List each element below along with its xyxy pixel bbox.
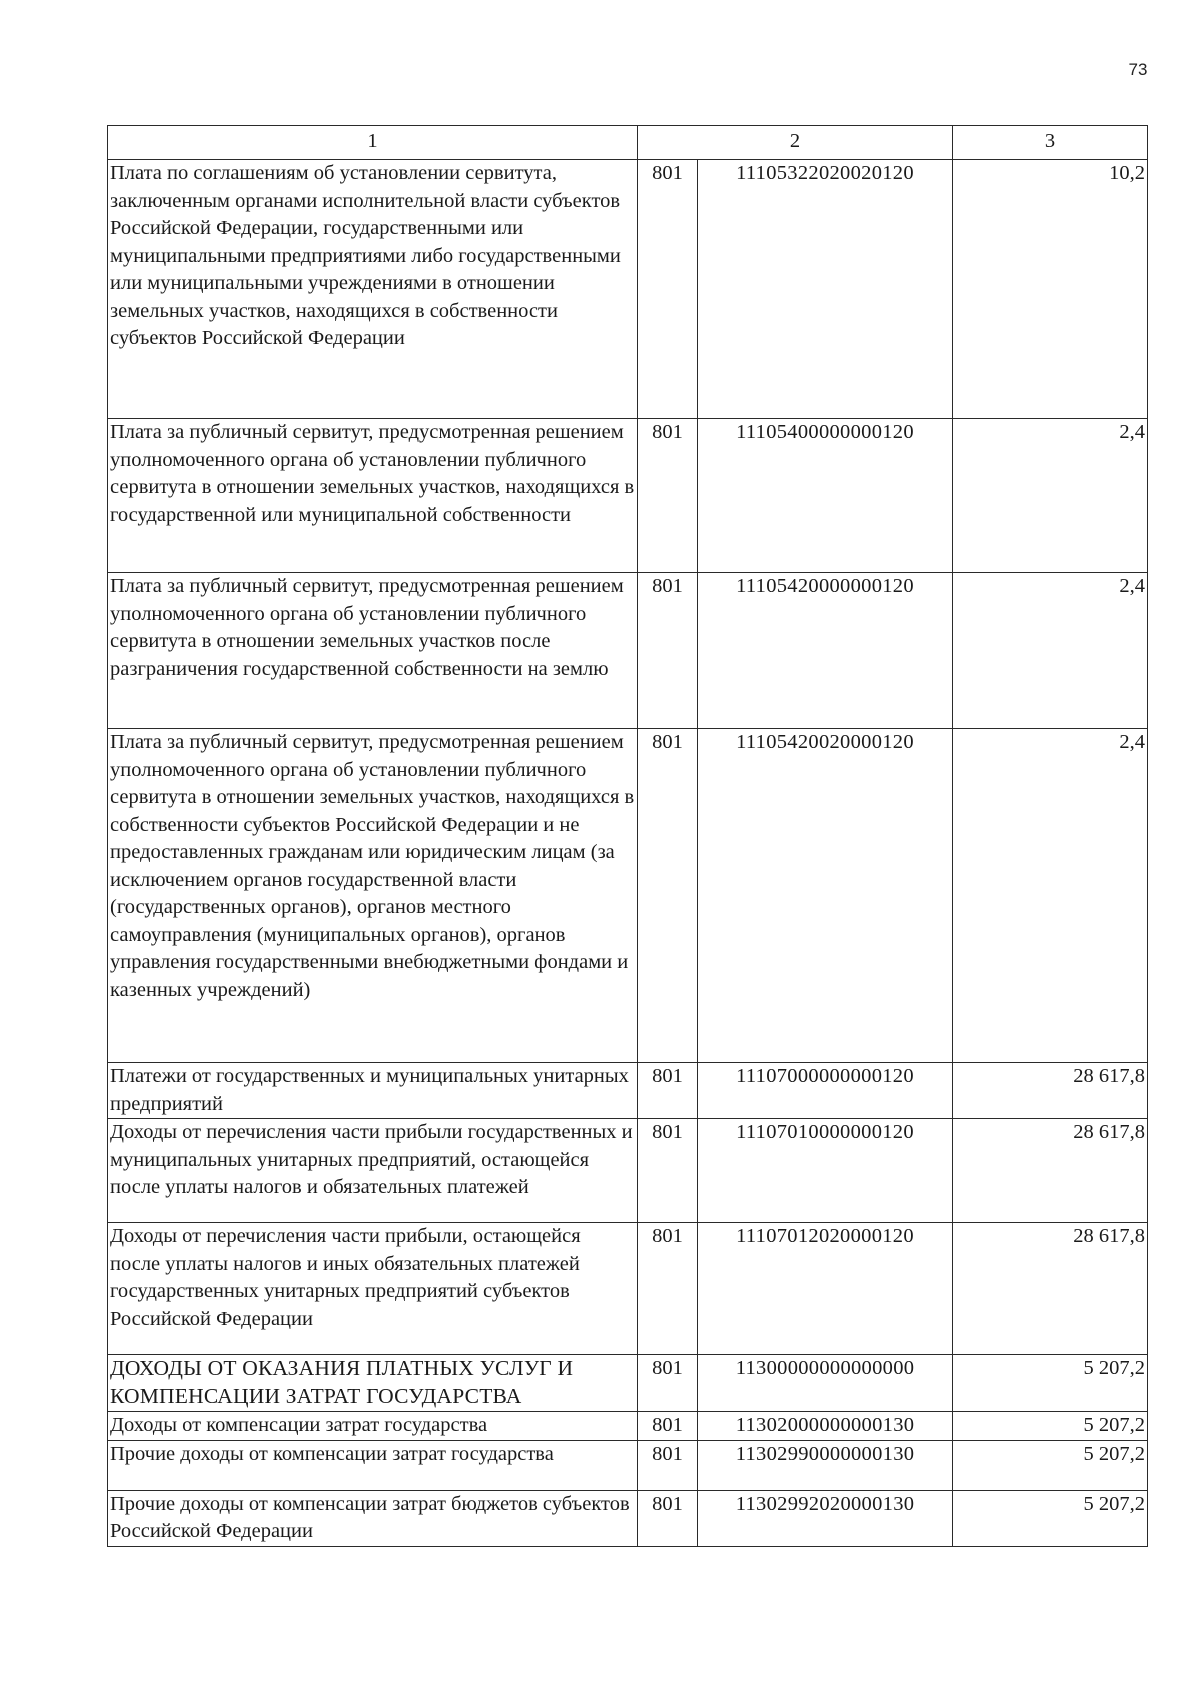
revenue-name: Плата за публичный сервитут, предусмотренная решением уполномоченного органа об установлении публичного сервитута в отношении земельных участков после разграничения государственной собственности на землю [108, 573, 638, 729]
revenue-name: Прочие доходы от компенсации затрат государства [108, 1440, 638, 1490]
table-header-row [108, 126, 1148, 160]
budget-classification-code: 11302000000000130 [698, 1412, 953, 1441]
amount: 10,2 [953, 160, 1148, 419]
budget-classification-code: 11107012020000120 [698, 1223, 953, 1355]
admin-code: 801 [638, 1355, 698, 1412]
table-row [108, 1440, 1148, 1490]
budget-classification-code: 11105420020000120 [698, 729, 953, 1063]
table-row [108, 419, 1148, 573]
budget-classification-code: 11107000000000120 [698, 1063, 953, 1119]
column-header-3: 3 [953, 126, 1148, 160]
revenue-name: Доходы от перечисления части прибыли государственных и муниципальных унитарных предприятий, остающейся после уплаты налогов и обязательных платежей [108, 1119, 638, 1223]
revenue-name: Платежи от государственных и муниципальных унитарных предприятий [108, 1063, 638, 1119]
budget-classification-code: 11107010000000120 [698, 1119, 953, 1223]
amount: 2,4 [953, 573, 1148, 729]
revenue-name: Прочие доходы от компенсации затрат бюджетов субъектов Российской Федерации [108, 1490, 638, 1546]
amount: 28 617,8 [953, 1223, 1148, 1355]
revenue-name: Плата по соглашениям об установлении сервитута, заключенным органами исполнительной власти субъектов Российской Федерации, государственными или муниципальными предприятиями либо государственными или муниципальными учреждениями в отношении земельных участков, находящихся в собственности субъектов Российской Федерации [108, 160, 638, 419]
table-row [108, 1412, 1148, 1441]
budget-classification-code: 11105322020020120 [698, 160, 953, 419]
table-row [108, 160, 1148, 419]
amount: 5 207,2 [953, 1490, 1148, 1546]
page-number: 73 [1128, 60, 1148, 79]
revenue-name: Плата за публичный сервитут, предусмотренная решением уполномоченного органа об установлении публичного сервитута в отношении земельных участков, находящихся в государственной или муниципальной собственности [108, 419, 638, 573]
amount: 2,4 [953, 729, 1148, 1063]
budget-classification-code: 11302990000000130 [698, 1440, 953, 1490]
admin-code: 801 [638, 1119, 698, 1223]
column-header-2: 2 [638, 126, 953, 160]
revenue-name: ДОХОДЫ ОТ ОКАЗАНИЯ ПЛАТНЫХ УСЛУГ И КОМПЕНСАЦИИ ЗАТРАТ ГОСУДАРСТВА [108, 1355, 638, 1412]
admin-code: 801 [638, 1063, 698, 1119]
admin-code: 801 [638, 160, 698, 419]
admin-code: 801 [638, 1490, 698, 1546]
budget-classification-code: 11300000000000000 [698, 1355, 953, 1412]
table-row [108, 1063, 1148, 1119]
admin-code: 801 [638, 419, 698, 573]
admin-code: 801 [638, 1440, 698, 1490]
revenue-name: Плата за публичный сервитут, предусмотренная решением уполномоченного органа об установлении публичного сервитута в отношении земельных участков, находящихся в собственности субъектов Российской Федерации и не предоставленных гражданам или юридическим лицам (за исключением органов государственной власти (государственных органов), органов местного самоуправления (муниципальных органов), органов управления государственными внебюджетными фондами и казенных учреждений) [108, 729, 638, 1063]
table-row [108, 729, 1148, 1063]
amount: 5 207,2 [953, 1440, 1148, 1490]
amount: 5 207,2 [953, 1412, 1148, 1441]
admin-code: 801 [638, 1223, 698, 1355]
budget-classification-code: 11105420000000120 [698, 573, 953, 729]
table-row [108, 1119, 1148, 1223]
column-header-1: 1 [108, 126, 638, 160]
amount: 28 617,8 [953, 1063, 1148, 1119]
table-row [108, 573, 1148, 729]
revenue-table [107, 125, 1148, 1547]
revenue-name: Доходы от компенсации затрат государства [108, 1412, 638, 1441]
budget-classification-code: 11105400000000120 [698, 419, 953, 573]
table-row [108, 1223, 1148, 1355]
amount: 28 617,8 [953, 1119, 1148, 1223]
budget-classification-code: 11302992020000130 [698, 1490, 953, 1546]
table-row [108, 1490, 1148, 1546]
admin-code: 801 [638, 1412, 698, 1441]
amount: 2,4 [953, 419, 1148, 573]
table-row [108, 1355, 1148, 1412]
admin-code: 801 [638, 573, 698, 729]
amount: 5 207,2 [953, 1355, 1148, 1412]
admin-code: 801 [638, 729, 698, 1063]
revenue-name: Доходы от перечисления части прибыли, остающейся после уплаты налогов и иных обязательных платежей государственных унитарных предприятий субъектов Российской Федерации [108, 1223, 638, 1355]
